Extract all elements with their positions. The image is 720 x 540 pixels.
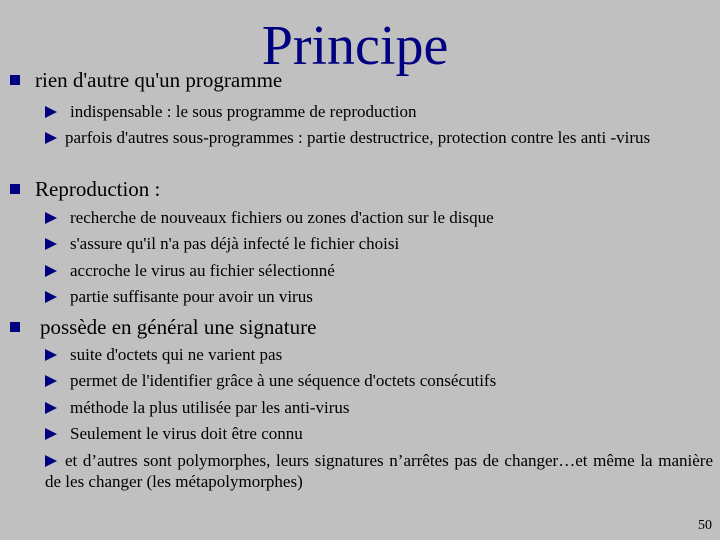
- triangle-bullet-icon: [45, 428, 57, 440]
- slide-title: Principe: [261, 15, 449, 77]
- triangle-bullet-icon: [45, 238, 57, 250]
- sub-bullet-text-wrapped: [45, 127, 713, 148]
- sub-bullet-text: recherche de nouveaux fichiers ou zones d'action sur le disque: [70, 208, 494, 227]
- sub-bullet-text-wrapped: [45, 450, 713, 492]
- sub-bullet-text: suite d'octets qui ne varient pas: [70, 345, 283, 364]
- sub-bullet-item: [45, 260, 713, 281]
- sub-bullet-text: et d’autres sont polymorphes, leurs signatures n’arrêtes pas de changer…et même la manière de les changer (les métapolymorphes): [45, 451, 713, 491]
- bullet-text: possède en général une signature: [40, 315, 317, 339]
- sub-bullet-text: parfois d'autres sous-programmes : partie destructrice, protection contre les anti -virus: [65, 128, 651, 147]
- page-number: 50: [698, 518, 712, 533]
- bullet-text: Reproduction :: [35, 177, 161, 201]
- bullet-text: rien d'autre qu'un programme: [35, 68, 283, 92]
- sub-bullet-item: [45, 286, 713, 307]
- triangle-bullet-icon: [45, 402, 57, 414]
- triangle-bullet-icon: [45, 375, 57, 387]
- sub-bullet-item: [45, 423, 713, 444]
- square-bullet-icon: [10, 184, 20, 194]
- sub-bullet-text: permet de l'identifier grâce à une séquence d'octets consécutifs: [70, 371, 497, 390]
- square-bullet-icon: [10, 322, 20, 332]
- sub-bullet-text: s'assure qu'il n'a pas déjà infecté le fichier choisi: [70, 234, 400, 253]
- triangle-bullet-icon: [45, 265, 57, 277]
- sub-bullet-text: indispensable : le sous programme de reproduction: [70, 102, 417, 121]
- sub-bullet-text: partie suffisante pour avoir un virus: [70, 287, 313, 306]
- sub-bullet-item: [45, 207, 713, 228]
- sub-bullet-text: méthode la plus utilisée par les anti-virus: [70, 398, 350, 417]
- sub-bullet-item: [45, 397, 713, 418]
- sub-bullet-item: [45, 370, 713, 391]
- triangle-bullet-icon: [45, 212, 57, 224]
- sub-bullet-item: [45, 101, 713, 122]
- sub-bullet-text: accroche le virus au fichier sélectionné: [70, 261, 335, 280]
- sub-bullet-item: [45, 233, 713, 254]
- square-bullet-icon: [10, 75, 20, 85]
- triangle-bullet-icon: [45, 291, 57, 303]
- sub-bullet-text: Seulement le virus doit être connu: [70, 424, 303, 443]
- triangle-bullet-icon: [45, 106, 57, 118]
- sub-bullet-item: [45, 344, 713, 365]
- triangle-bullet-icon: [45, 349, 57, 361]
